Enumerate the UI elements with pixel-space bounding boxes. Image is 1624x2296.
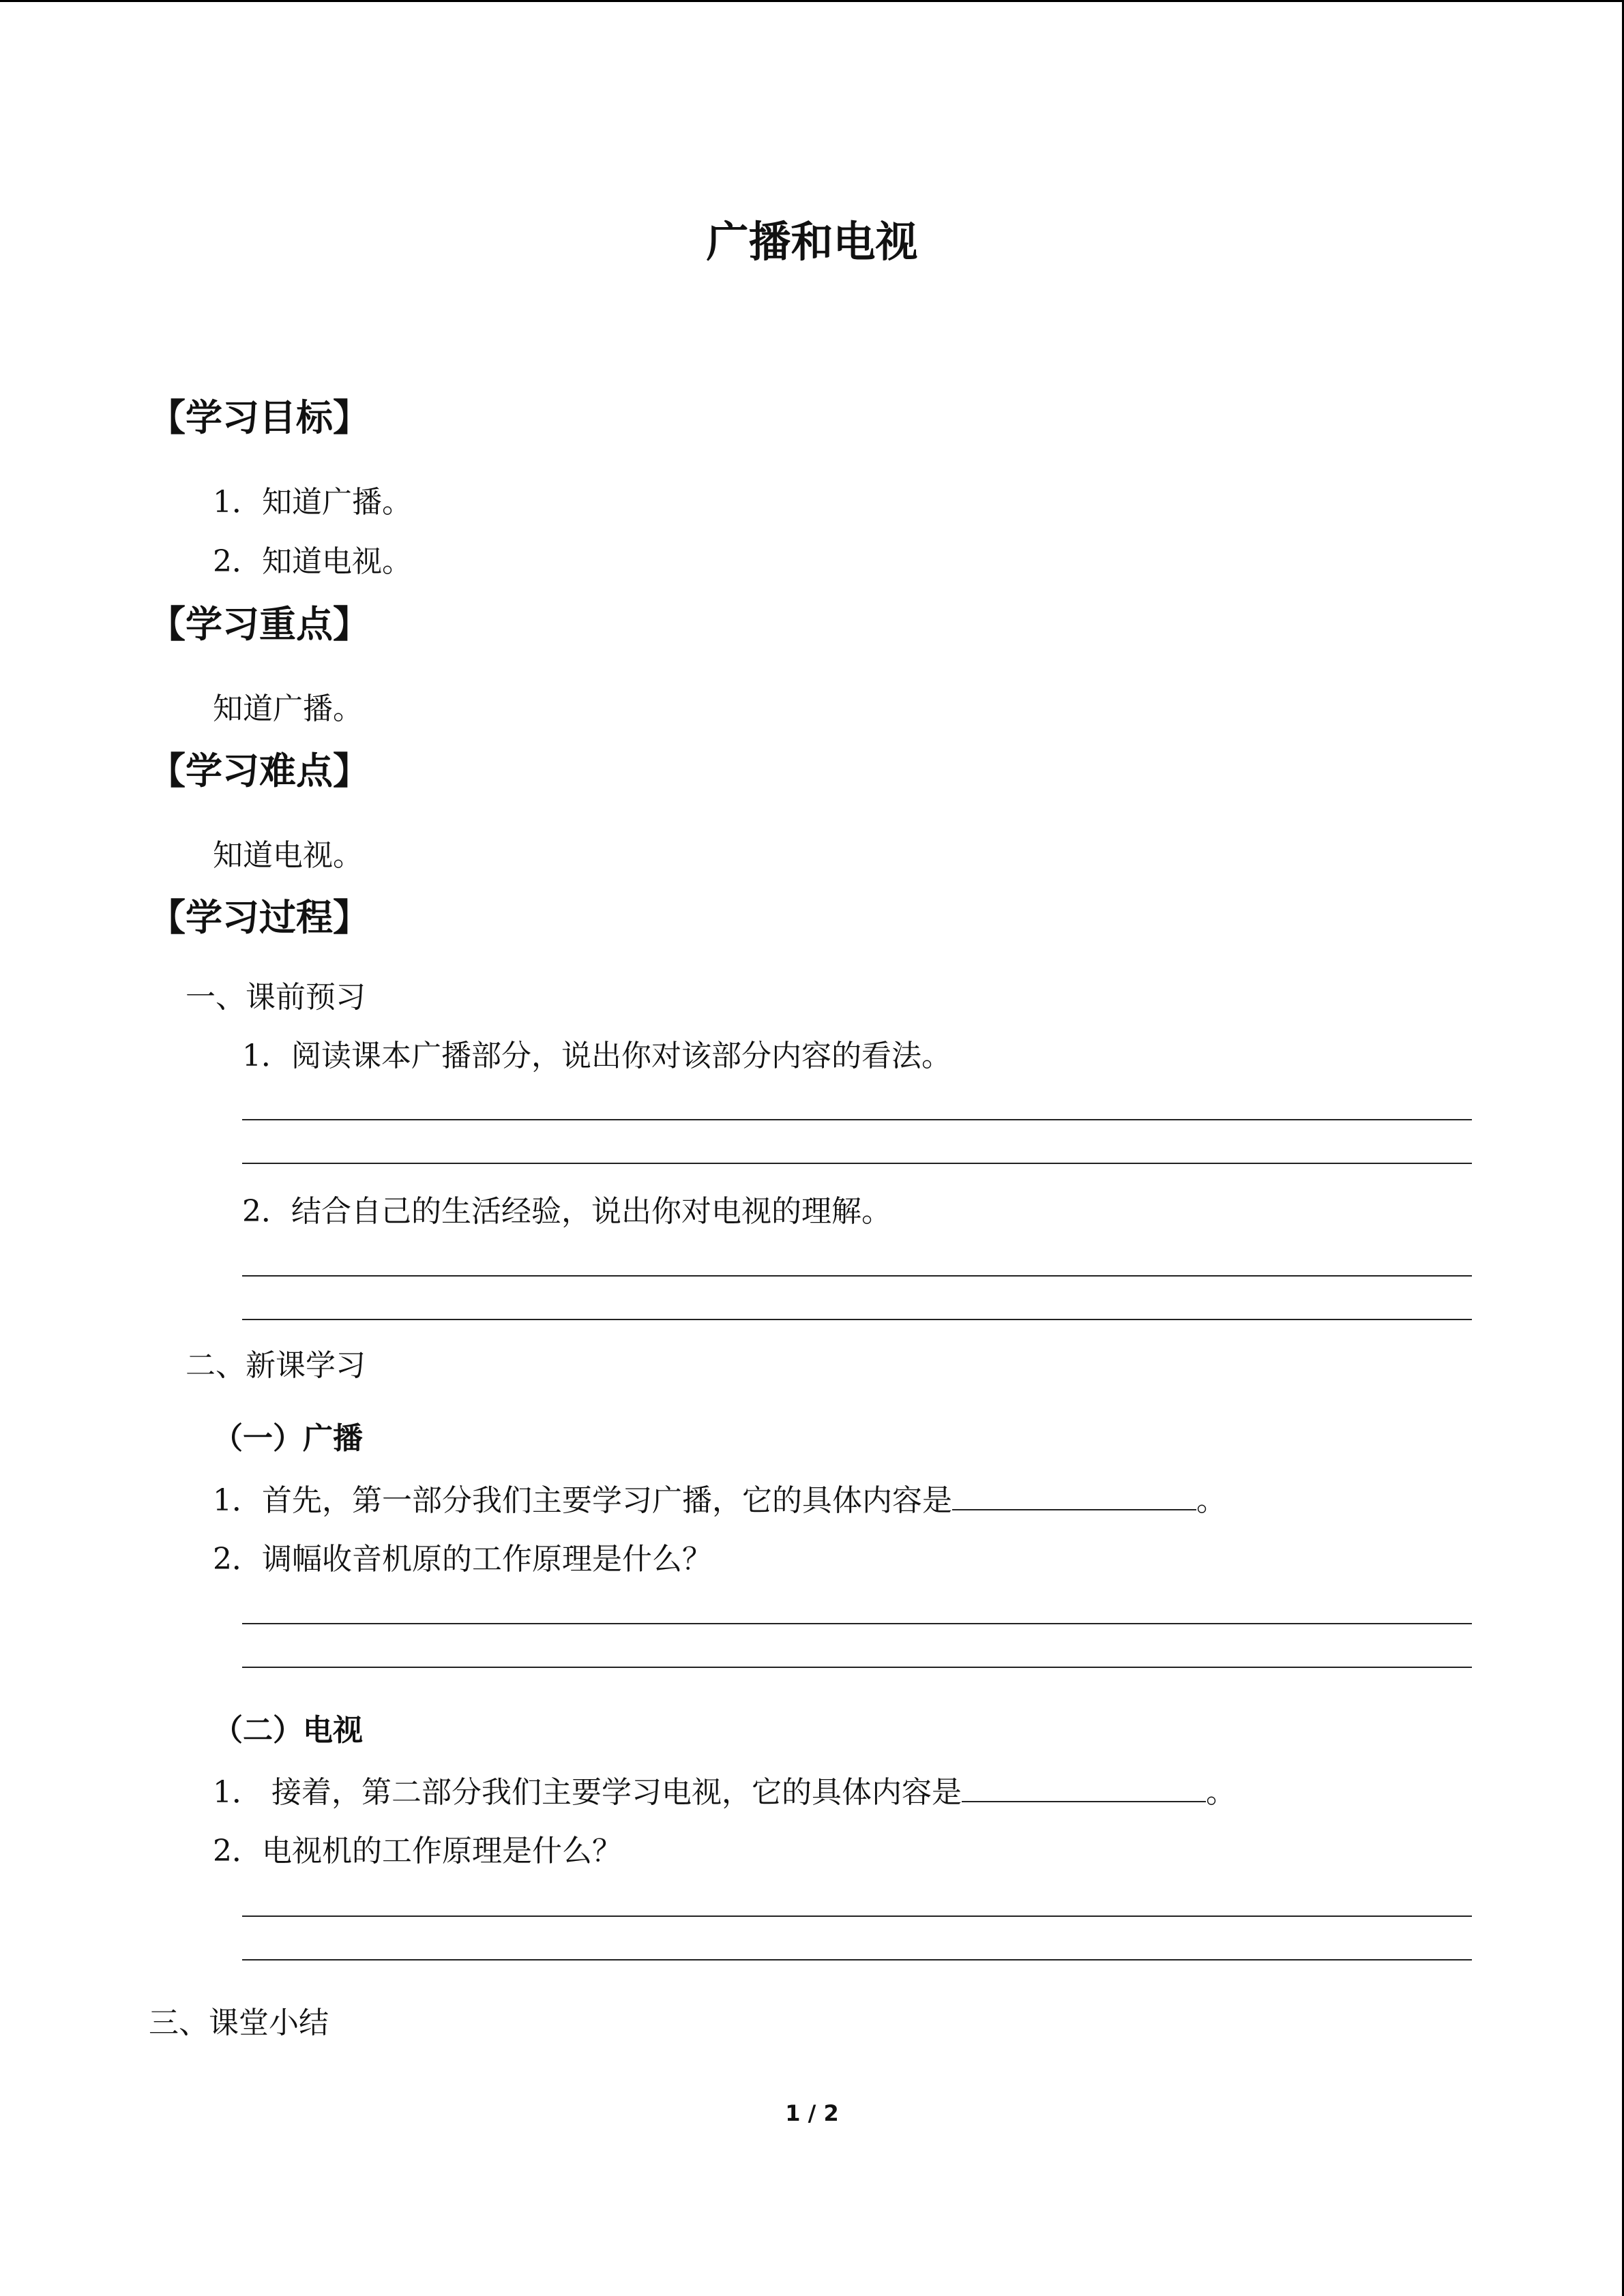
answer-line: [242, 1119, 1472, 1120]
answer-line: [242, 1623, 1472, 1624]
part1-heading: （一）广播: [213, 1421, 363, 1456]
objective-item-1: 1．知道广播。: [213, 485, 412, 520]
part2-question-1-text: 1． 接着，第二部分我们主要学习电视，它的具体内容是: [213, 1775, 962, 1810]
answer-line: [242, 1163, 1472, 1164]
answer-line: [242, 1915, 1472, 1917]
fill-in-blank[interactable]: [962, 1774, 1206, 1802]
part1-question-1: [213, 1476, 1226, 1519]
part2-question-1: [213, 1768, 1236, 1811]
part1-question-1-end: 。: [1196, 1483, 1226, 1518]
new-lesson-label: 二、新课学习: [186, 1348, 366, 1383]
preview-label: 一、课前预习: [186, 980, 366, 1015]
part2-question-1-end: 。: [1205, 1775, 1236, 1810]
answer-line: [242, 1319, 1472, 1320]
page-number: 1 / 2: [785, 2100, 839, 2126]
part1-question-2: 2．调幅收音机原的工作原理是什么？: [213, 1542, 712, 1577]
fill-in-blank[interactable]: [952, 1482, 1196, 1510]
objectives-heading: 【学习目标】: [149, 396, 370, 439]
page-title: 广播和电视: [706, 217, 918, 267]
answer-line: [242, 1667, 1472, 1668]
part2-heading: （二）电视: [213, 1713, 363, 1748]
difficulties-text: 知道电视。: [213, 838, 363, 873]
difficulties-heading: 【学习难点】: [149, 749, 370, 792]
key-points-text: 知道广播。: [213, 691, 363, 726]
key-points-heading: 【学习重点】: [149, 603, 370, 646]
part2-question-2: 2．电视机的工作原理是什么？: [213, 1834, 622, 1868]
summary-label: 三、课堂小结: [149, 2006, 329, 2040]
part1-question-1-text: 1．首先，第一部分我们主要学习广播，它的具体内容是: [213, 1483, 952, 1518]
page-border-top: [0, 0, 1624, 2]
answer-line: [242, 1959, 1472, 1960]
answer-line: [242, 1275, 1472, 1277]
preview-question-1: 1．阅读课本广播部分，说出你对该部分内容的看法。: [242, 1039, 951, 1073]
process-heading: 【学习过程】: [149, 896, 370, 939]
objective-item-2: 2．知道电视。: [213, 544, 412, 579]
preview-question-2: 2．结合自己的生活经验，说出你对电视的理解。: [242, 1194, 891, 1229]
